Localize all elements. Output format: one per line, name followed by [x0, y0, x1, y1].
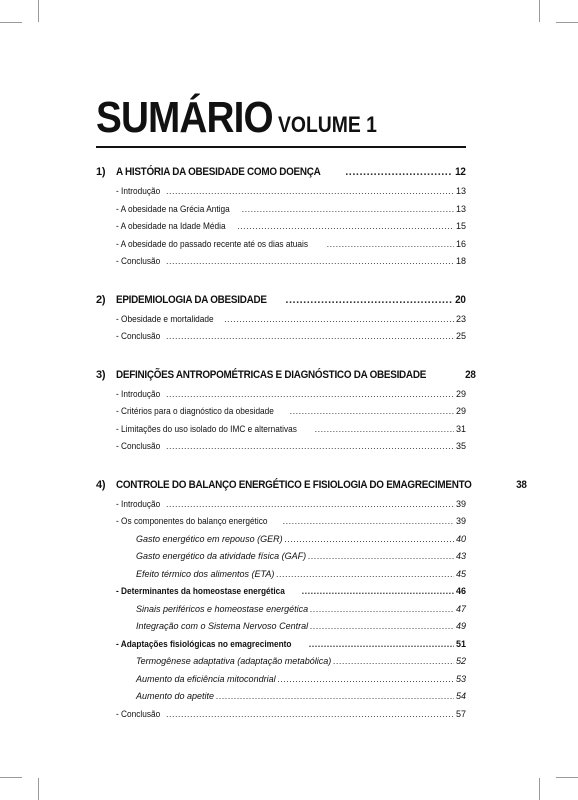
leader-dots — [308, 551, 454, 561]
toc-entry[interactable] — [96, 204, 466, 222]
page-number: 57 — [455, 708, 466, 719]
page-number: 40 — [455, 533, 466, 544]
entry-label: - Adaptações fisiológicas no emagrecimento — [116, 638, 292, 649]
page-number: 54 — [455, 691, 466, 701]
page-number: 31 — [455, 423, 466, 434]
toc-entry[interactable] — [96, 639, 466, 657]
page-number: 49 — [455, 621, 466, 631]
entry-label: - Conclusão — [116, 331, 161, 341]
table-of-contents — [96, 166, 527, 746]
chapter-number: 2) — [96, 293, 106, 306]
toc-subentry[interactable] — [96, 674, 466, 692]
entry-label: Aumento da eficiência mitocondrial — [136, 673, 276, 684]
entry-label: Efeito térmico dos alimentos (ETA) — [136, 568, 275, 579]
crop-mark — [0, 777, 22, 778]
leader-dots — [276, 569, 454, 579]
leader-dots — [345, 166, 452, 178]
toc-entry[interactable] — [96, 709, 466, 727]
chapter-title: DEFINIÇÕES ANTROPOMÉTRICAS E DIAGNÓSTICO DA OBESIDADE — [116, 368, 427, 381]
entry-label: - Introdução — [116, 388, 161, 399]
toc-subentry[interactable] — [96, 621, 466, 639]
entry-label: - A obesidade na Idade Média — [116, 221, 226, 231]
leader-dots — [310, 604, 454, 614]
leader-dots — [166, 499, 454, 509]
toc-entry[interactable] — [96, 331, 466, 349]
entry-label: - Conclusão — [116, 256, 161, 266]
toc-subentry[interactable] — [96, 691, 466, 709]
toc-entry[interactable] — [96, 406, 466, 424]
chapter-number: 1) — [96, 166, 106, 178]
entry-label: Gasto energético da atividade física (GAF) — [136, 551, 307, 561]
toc-subentry[interactable] — [96, 569, 466, 587]
toc-subentry[interactable] — [96, 604, 466, 622]
toc-entry[interactable] — [96, 314, 466, 332]
leader-dots — [290, 406, 454, 416]
page-number: 15 — [455, 221, 466, 231]
leader-dots — [285, 534, 454, 544]
toc-entry[interactable] — [96, 516, 466, 534]
page-number: 38 — [516, 478, 527, 491]
page-number: 16 — [455, 238, 466, 249]
toc-entry-chapter[interactable] — [96, 166, 466, 186]
page-number: 29 — [455, 388, 466, 399]
chapter-2 — [96, 294, 466, 349]
toc-entry[interactable] — [96, 499, 466, 517]
chapter-3 — [96, 368, 477, 459]
entry-label: - Limitações do uso isolado do IMC e alternativas — [116, 423, 297, 434]
leader-dots — [315, 424, 454, 434]
leader-dots — [166, 441, 454, 451]
toc-subentry[interactable] — [96, 534, 466, 552]
entry-label: Termogênese adaptativa (adaptação metabólica) — [136, 656, 332, 666]
crop-mark — [556, 777, 578, 778]
toc-entry-chapter[interactable] — [96, 368, 477, 389]
page-number: 28 — [465, 368, 477, 381]
leader-dots — [309, 639, 454, 649]
page-number: 29 — [455, 406, 466, 416]
toc-entry[interactable] — [96, 221, 466, 239]
page-number: 51 — [455, 638, 466, 649]
entry-label: - Critérios para o diagnóstico da obesidade — [116, 406, 274, 416]
toc-subentry[interactable] — [96, 656, 466, 674]
toc-entry-chapter[interactable] — [96, 294, 466, 314]
page-number: 39 — [455, 516, 466, 526]
page-number: 13 — [455, 186, 466, 196]
page-number: 47 — [455, 603, 466, 614]
toc-entry[interactable] — [96, 186, 466, 204]
entry-label: - A obesidade na Grécia Antiga — [116, 203, 230, 214]
crop-mark — [0, 22, 22, 23]
entry-label: - Introdução — [116, 186, 161, 196]
leader-dots — [166, 331, 454, 341]
toc-entry[interactable] — [96, 424, 466, 442]
toc-entry[interactable] — [96, 239, 466, 257]
title-volume: VOLUME 1 — [277, 112, 377, 137]
page-number: 39 — [455, 498, 466, 509]
page-number: 25 — [455, 331, 466, 341]
leader-dots — [224, 314, 454, 324]
chapter-title: A HISTÓRIA DA OBESIDADE COMO DOENÇA — [116, 166, 321, 178]
leader-dots — [327, 239, 454, 249]
page-number: 20 — [455, 293, 466, 306]
crop-mark — [539, 778, 540, 800]
page-number: 52 — [455, 656, 466, 666]
chapter-title: CONTROLE DO BALANÇO ENERGÉTICO E FISIOLOGIA DO EMAGRECIMENTO — [116, 478, 472, 491]
entry-label: - Os componentes do balanço energético — [116, 516, 268, 526]
leader-dots — [166, 389, 454, 399]
entry-label: Sinais periféricos e homeostase energética — [136, 603, 309, 614]
page-number: 45 — [455, 568, 466, 579]
page-number: 43 — [455, 551, 466, 561]
crop-mark — [539, 0, 540, 22]
chapter-4 — [96, 478, 527, 727]
toc-entry-chapter[interactable] — [96, 478, 527, 499]
toc-entry[interactable] — [96, 586, 466, 604]
title-rule — [96, 146, 466, 148]
chapter-number: 4) — [96, 478, 106, 491]
toc-entry[interactable] — [96, 389, 466, 407]
leader-dots — [310, 621, 454, 631]
leader-dots — [166, 186, 454, 196]
page-number: 53 — [455, 673, 466, 684]
crop-mark — [556, 22, 578, 23]
chapter-title: EPIDEMIOLOGIA DA OBESIDADE — [116, 293, 267, 306]
leader-dots — [166, 709, 454, 719]
page-number: 35 — [455, 441, 466, 451]
entry-label: - Introdução — [116, 498, 161, 509]
page-number: 23 — [455, 313, 466, 324]
leader-dots — [242, 204, 454, 214]
page-number: 18 — [455, 256, 466, 266]
leader-dots — [333, 656, 454, 666]
entry-label: Integração com o Sistema Nervoso Central — [136, 621, 309, 631]
title-main: SUMÁRIO — [96, 93, 273, 142]
entry-label: - Conclusão — [116, 708, 161, 719]
leader-dots — [278, 674, 454, 684]
entry-label: - Conclusão — [116, 441, 161, 451]
entry-label: Gasto energético em repouso (GER) — [136, 533, 283, 544]
leader-dots — [216, 691, 454, 701]
entry-label: Aumento do apetite — [136, 691, 215, 701]
page-number: 46 — [455, 586, 466, 596]
leader-dots — [237, 221, 454, 231]
chapter-1 — [96, 166, 466, 274]
crop-mark — [38, 778, 39, 800]
toc-entry[interactable] — [96, 256, 466, 274]
toc-entry[interactable] — [96, 441, 466, 459]
page-title — [96, 94, 466, 149]
leader-dots — [283, 516, 454, 526]
page-number: 13 — [455, 203, 466, 214]
chapter-number: 3) — [96, 368, 106, 381]
entry-label: - A obesidade do passado recente até os dias atuais — [116, 238, 308, 249]
toc-subentry[interactable] — [96, 551, 466, 569]
entry-label: - Obesidade e mortalidade — [116, 313, 214, 324]
leader-dots — [302, 586, 454, 596]
page-number: 12 — [455, 166, 466, 178]
leader-dots — [285, 294, 452, 306]
crop-mark — [38, 0, 39, 22]
entry-label: - Determinantes da homeostase energética — [116, 586, 285, 596]
leader-dots — [166, 256, 454, 266]
